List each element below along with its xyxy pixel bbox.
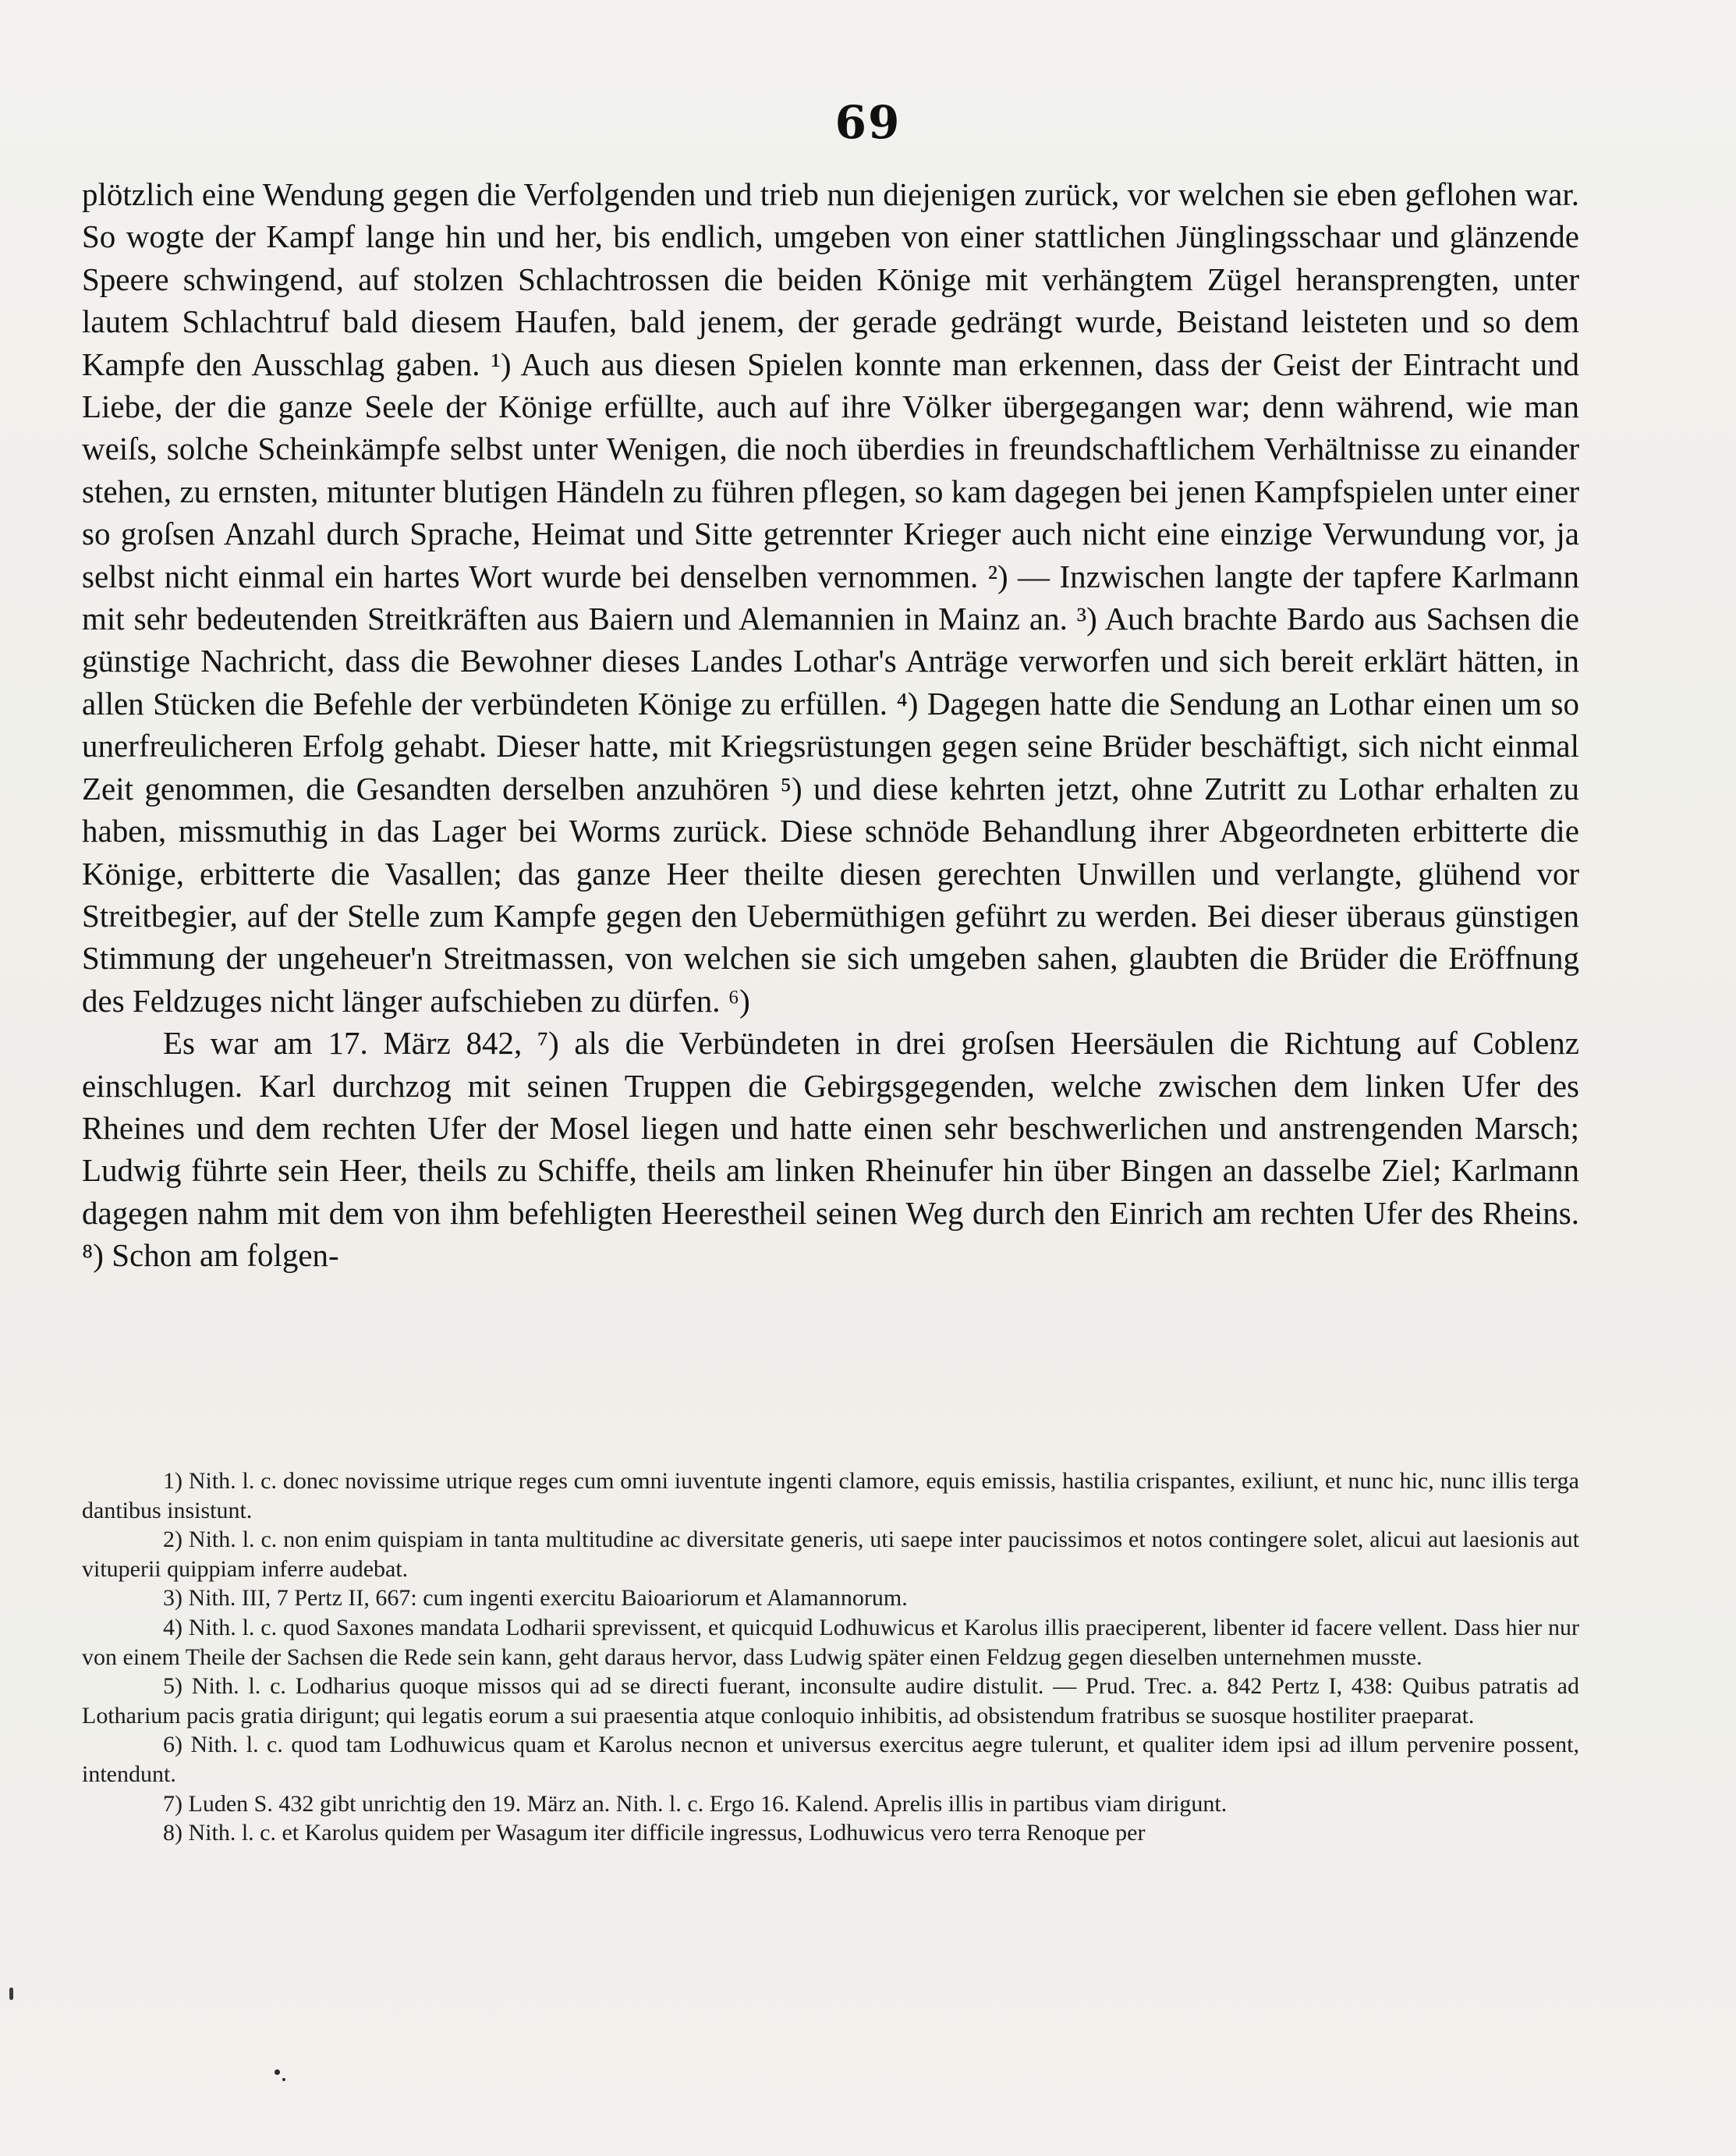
footnote: 8) Nith. l. c. et Karolus quidem per Wasagum iter difficile ingressus, Lodhuwicus vero terra Renoque per (163, 1820, 1146, 1846)
footnotes (82, 1466, 1579, 1848)
footnote: 3) Nith. III, 7 Pertz II, 667: cum ingenti exercitu Baioariorum et Alamannorum. (163, 1585, 908, 1612)
page-number: 69 (834, 96, 902, 149)
footnote: 1) Nith. l. c. donec novissime utrique reges cum omni iuventute ingenti clamore, equis emissis, hastilia crispantes, exiliunt, et nunc hic, nunc illis terga dantibus insistunt. (82, 1468, 1579, 1523)
footnote: 6) Nith. l. c. quod tam Lodhuwicus quam et Karolus necnon et universus exercitus aegre tulerunt, et qualiter idem ipsi ad illum pervenire possent, intendunt. (82, 1732, 1579, 1787)
footnote: 4) Nith. l. c. quod Saxones mandata Lodharii sprevissent, et quicquid Lodhuwicus et Karolus illis praeciperent, libenter id facere vellent. Dass hier nur von einem Theile der Sachsen die Rede sein kann, geht daraus hervor, dass Ludwig später einen Feldzug gegen dieselben unternehmen musste. (82, 1614, 1579, 1670)
main-text (82, 173, 1579, 1277)
body-paragraph: Es war am 17. März 842, ⁷) als die Verbündeten in drei groſsen Heersäulen die Richtung auf Coblenz einschlugen. Karl durchzog mit seinen Truppen die Gebirgsgegenden, welche zwischen dem linken Ufer des Rheines und dem rechten Ufer der Mosel liegen und hatte einen sehr beschwerlichen und anstrengenden Marsch; Ludwig führte sein Heer, theils zu Schiffe, theils am linken Rheinufer hin über Bingen an dasselbe Ziel; Karlmann dagegen nahm mit dem von ihm befehligten Heerestheil seinen Weg durch den Einrich am rechten Ufer des Rheins. ⁸) Schon am folgen- (82, 1025, 1579, 1274)
ink-speck (9, 1988, 13, 2000)
footnote: 5) Nith. l. c. Lodharius quoque missos qui ad se directi fuerant, inconsulte audire distulit. — Prud. Trec. a. 842 Pertz I, 438: Quibus patratis ad Lotharium pacis gratia dirigunt; qui legatis eorum a sui praesentia atque conloquio inhibitis, ad obsistendum fratribus se suosque hostiliter praeparat. (82, 1673, 1579, 1729)
footnote: 2) Nith. l. c. non enim quispiam in tanta multitudine ac diversitate generis, uti saepe inter paucissimos et notos contingere solet, alicui aut laesionis aut vituperii quippiam inferre audebat. (82, 1527, 1579, 1582)
body-paragraph: plötzlich eine Wendung gegen die Verfolgenden und trieb nun diejenigen zurück, vor welchen sie eben geflohen war. So wogte der Kampf lange hin und her, bis endlich, umgeben von einer stattlichen Jünglingsschaar und glänzende Speere schwingend, auf stolzen Schlachtrossen die beiden Könige mit verhängtem Zügel heransprengten, unter lautem Schlachtruf bald diesem Haufen, bald jenem, der gerade gedrängt wurde, Beistand leisteten und so dem Kampfe den Ausschlag gaben. ¹) Auch aus diesen Spielen konnte man erkennen, dass der Geist der Eintracht und Liebe, der die ganze Seele der Könige erfüllte, auch auf ihre Völker übergegangen war; denn während, wie man weiſs, solche Scheinkämpfe selbst unter Wenigen, die noch überdies in freundschaftlichem Verhältnisse zu einander stehen, zu ernsten, mitunter blutigen Händeln zu führen pflegen, so kam dagegen bei jenen Kampfspielen unter einer so groſsen Anzahl durch Sprache, Heimat und Sitte getrennter Krieger auch nicht eine einzige Verwundung vor, ja selbst nicht einmal ein hartes Wort wurde bei denselben vernommen. ²) — Inzwischen langte der tapfere Karlmann mit sehr bedeutenden Streitkräften aus Baiern und Alemannien in Mainz an. ³) Auch brachte Bardo aus Sachsen die günstige Nachricht, dass die Bewohner dieses Landes Lothar's Anträge verworfen und sich bereit erklärt hätten, in allen Stücken die Befehle der verbündeten Könige zu erfüllen. ⁴) Dagegen hatte die Sendung an Lothar einen um so unerfreulicheren Erfolg gehabt. Dieser hatte, mit Kriegsrüstungen gegen seine Brüder beschäftigt, sich nicht einmal Zeit genommen, die Gesandten derselben anzuhören ⁵) und diese kehrten jetzt, ohne Zutritt zu Lothar erhalten zu haben, missmuthig in das Lager bei Worms zurück. Diese schnöde Behandlung ihrer Abgeordneten erbitterte die Könige, erbitterte die Vasallen; das ganze Heer theilte diesen gerechten Unwillen und verlangte, glühend vor Streitbegier, auf der Stelle zum Kampfe gegen den Uebermüthigen geführt zu werden. Bei dieser überaus günstigen Stimmung der ungeheuer'n Streitmassen, von welchen sie sich umgeben sahen, glaubten die Brüder die Eröffnung des Feldzuges nicht länger aufschieben zu dürfen. ⁶) (82, 176, 1579, 1019)
ink-speck (275, 2069, 280, 2075)
footnote: 7) Luden S. 432 gibt unrichtig den 19. März an. Nith. l. c. Ergo 16. Kalend. Aprelis illis in partibus viam dirigunt. (163, 1790, 1228, 1817)
ink-speck (282, 2078, 285, 2081)
